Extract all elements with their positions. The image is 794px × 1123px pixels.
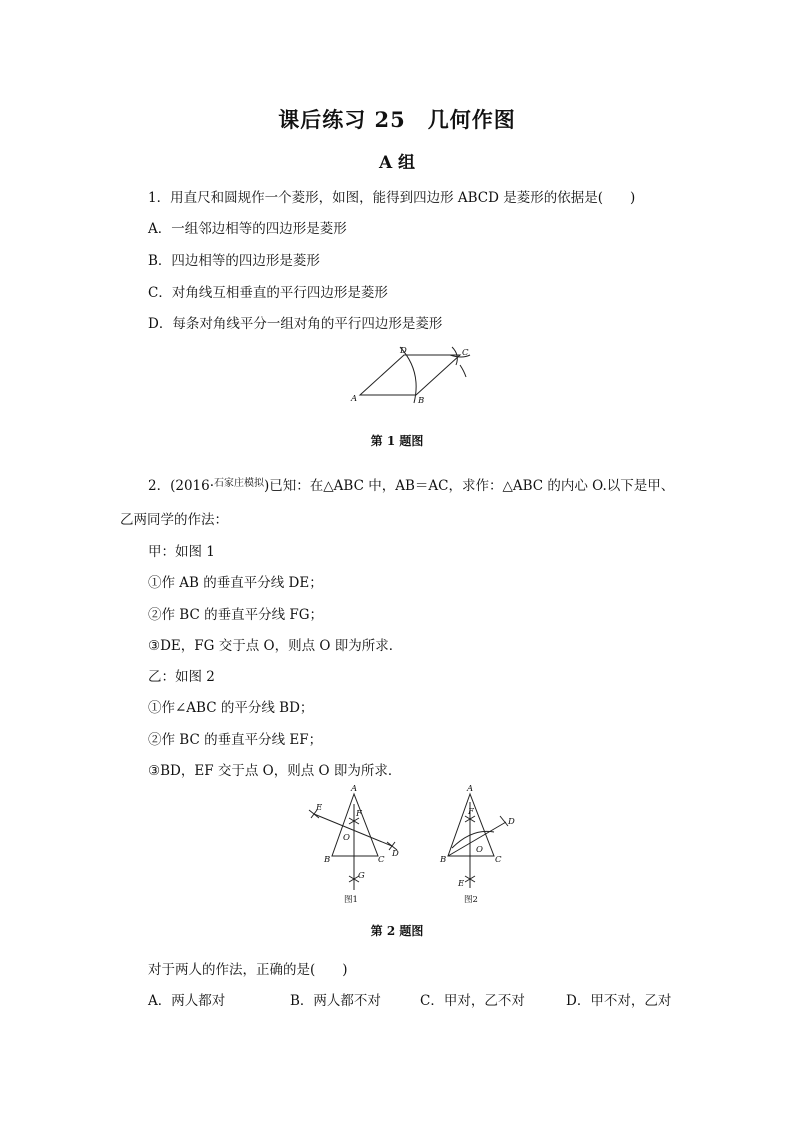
q1-caption: 第 1 题图 bbox=[370, 434, 424, 448]
q2-stem-rest: )已知：在△ABC 中，AB＝AC，求作：△ABC 的内心 O.以下是甲、 bbox=[264, 478, 675, 494]
fig2-label-f: F bbox=[468, 807, 474, 817]
fig2-triangle bbox=[448, 794, 494, 856]
group-label: A 组 bbox=[378, 153, 416, 173]
q2-stem-line2: 乙两同学的作法： bbox=[120, 512, 228, 528]
q2-option-a[interactable]: A．两人都对 bbox=[148, 993, 226, 1009]
label-d: D bbox=[400, 346, 407, 356]
fig2-caption: 图2 bbox=[464, 895, 478, 905]
label-c: C bbox=[462, 348, 469, 358]
q2-option-c[interactable]: C．甲对，乙不对 bbox=[420, 993, 525, 1009]
fig1-label-o: O bbox=[343, 833, 350, 843]
fig2-label-c: C bbox=[495, 855, 502, 865]
q2-jia-title: 甲：如图 1 bbox=[148, 544, 215, 560]
q2-stem-prefix: 2．(2016· bbox=[148, 478, 215, 494]
q1-option-c[interactable]: C．对角线互相垂直的平行四边形是菱形 bbox=[148, 285, 388, 301]
q2-yi-step-3: ③BD，EF 交于点 O，则点 O 即为所求． bbox=[148, 763, 402, 779]
fig2-label-d: D bbox=[508, 817, 515, 827]
fig1-label-c: C bbox=[378, 855, 385, 865]
q1-option-d[interactable]: D．每条对角线平分一组对角的平行四边形是菱形 bbox=[148, 316, 443, 332]
fig2-label-o: O bbox=[476, 845, 483, 855]
fig2-label-b: B bbox=[440, 855, 447, 865]
q2-yi-step-2: ②作 BC 的垂直平分线 EF； bbox=[148, 732, 323, 748]
q1-option-a[interactable]: A．一组邻边相等的四边形是菱形 bbox=[148, 221, 347, 237]
fig1-label-b: B bbox=[324, 855, 331, 865]
q1-figure-rhombus bbox=[348, 343, 478, 409]
q1-stem: 1．用直尺和圆规作一个菱形，如图，能得到四边形 ABCD 是菱形的依据是( ) bbox=[148, 190, 636, 206]
q2-option-b[interactable]: B．两人都不对 bbox=[290, 993, 381, 1009]
q2-jia-step-3: ③DE，FG 交于点 O，则点 O 即为所求． bbox=[148, 638, 403, 654]
fig1-label-a: A bbox=[351, 784, 358, 794]
construction-arc-c3 bbox=[460, 365, 466, 377]
q2-option-d[interactable]: D．甲不对，乙对 bbox=[566, 993, 672, 1009]
q2-stem-source: 石家庄模拟 bbox=[214, 478, 265, 489]
fig2-label-e: E bbox=[458, 879, 465, 889]
label-a: A bbox=[351, 394, 358, 404]
label-b: B bbox=[418, 396, 425, 406]
q2-yi-step-1: ①作∠ABC 的平分线 BD； bbox=[148, 700, 314, 716]
fig1-label-d: D bbox=[392, 849, 399, 859]
fig1-caption: 图1 bbox=[344, 895, 358, 905]
q2-yi-title: 乙：如图 2 bbox=[148, 669, 215, 685]
q2-question: 对于两人的作法，正确的是( ) bbox=[148, 962, 348, 978]
q2-figure-2 bbox=[432, 782, 542, 908]
fig2-label-a: A bbox=[467, 784, 474, 794]
fig1-label-f: F bbox=[356, 809, 362, 819]
q2-jia-step-2: ②作 BC 的垂直平分线 FG； bbox=[148, 607, 324, 623]
fig1-triangle bbox=[332, 794, 378, 856]
page-title: 课后练习 25 几何作图 bbox=[278, 107, 516, 132]
fig1-label-g: G bbox=[358, 871, 365, 881]
q1-option-b[interactable]: B．四边相等的四边形是菱形 bbox=[148, 253, 320, 269]
q2-caption: 第 2 题图 bbox=[370, 924, 424, 938]
fig1-line-de bbox=[314, 814, 392, 846]
q2-jia-step-1: ①作 AB 的垂直平分线 DE； bbox=[148, 575, 323, 591]
q2-stem bbox=[148, 474, 674, 494]
fig1-label-e: E bbox=[316, 803, 323, 813]
q2-figure-1 bbox=[300, 782, 410, 908]
